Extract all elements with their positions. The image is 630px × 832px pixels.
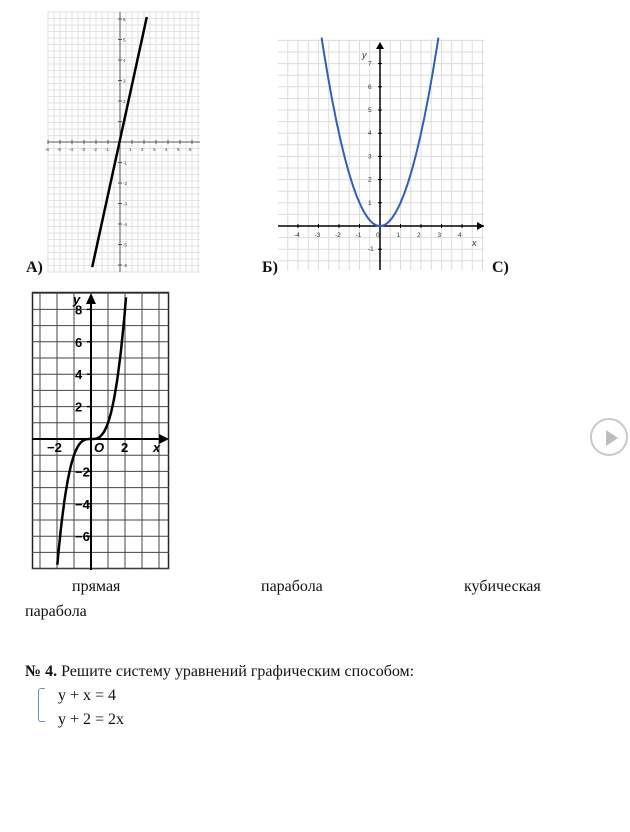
x-tick-label: 4 (458, 232, 462, 239)
y-tick-label: 7 (368, 60, 372, 68)
x-tick-label: -4 (294, 232, 300, 239)
y-axis-label: y (362, 50, 367, 60)
x-tick-label: 3 (437, 232, 442, 239)
task-text: Решите систему уравнений графическим способом: (61, 663, 415, 680)
x-tick-label: 0 (376, 232, 380, 239)
task-4 (25, 663, 414, 681)
graph-parabola (278, 40, 488, 270)
label-c: С) (492, 259, 509, 276)
y-axis-arrow (376, 42, 384, 49)
grid (32, 292, 169, 569)
y-axis-label: y (73, 292, 81, 307)
x-tick-label: 2 (417, 232, 421, 239)
y-tick-label: -6 (123, 263, 128, 268)
y-tick-label: 4 (123, 58, 126, 63)
y-tick-label: −2 (75, 464, 90, 480)
y-tick-label: -2 (123, 181, 128, 186)
y-tick-label: 3 (368, 153, 372, 161)
y-tick-label: 6 (368, 83, 372, 91)
y-tick-label: 5 (368, 107, 372, 114)
x-tick-label: -4 (69, 147, 74, 152)
y-tick-label: 1 (123, 119, 126, 125)
y-tick-label: 6 (75, 334, 83, 350)
y-tick-label: −4 (75, 496, 90, 512)
y-tick-label: −6 (75, 529, 90, 545)
task-number: № 4. (25, 663, 58, 680)
x-tick-label: -6 (45, 147, 50, 152)
label-a: А) (26, 259, 43, 276)
y-tick-label: 1 (368, 199, 372, 207)
y-tick-label: 4 (368, 130, 372, 138)
next-arrow-button[interactable] (590, 418, 628, 456)
x-tick-label: -5 (57, 147, 62, 152)
equation-1: y + x = 4 (58, 687, 117, 704)
y-tick-label: 3 (123, 78, 126, 84)
x-tick-label: 1 (129, 147, 132, 152)
x-tick-label: -2 (93, 147, 98, 152)
x-tick-label: −2 (47, 440, 62, 455)
x-tick-label: 4 (165, 147, 168, 152)
caption-cubic-continued: парабола (25, 603, 87, 620)
graph-line (45, 12, 204, 272)
y-tick-label: -4 (123, 222, 128, 227)
y-tick-label: -3 (123, 201, 128, 207)
caption-cubic: кубическая (464, 578, 541, 595)
caption-line: прямая (72, 578, 121, 595)
y-tick-label: -1 (123, 160, 128, 166)
x-tick-label: 6 (189, 147, 192, 152)
y-tick-label: 2 (368, 176, 372, 184)
x-axis-label: x (472, 238, 477, 248)
y-axis-arrow (86, 293, 96, 304)
x-axis-arrow (159, 434, 169, 444)
x-tick-label: -3 (314, 232, 321, 239)
y-tick-label: 2 (123, 99, 126, 104)
x-tick-label: 2 (121, 440, 129, 455)
y-tick-label: 8 (75, 302, 83, 318)
y-tick-label: 4 (75, 367, 83, 383)
x-tick-label: -2 (335, 232, 341, 239)
y-tick-label: 5 (123, 37, 126, 43)
system-brace (38, 688, 45, 722)
graph-cubic (32, 292, 170, 570)
x-tick-label: 2 (141, 147, 144, 152)
x-axis-label: x (153, 440, 161, 455)
y-tick-label: -1 (368, 246, 374, 254)
y-tick-label: -5 (123, 242, 128, 248)
x-tick-label: 1 (396, 232, 401, 239)
x-tick-label: -3 (81, 147, 86, 152)
caption-parabola: парабола (261, 578, 323, 595)
x-tick-label: 3 (153, 147, 156, 152)
grid (278, 40, 484, 270)
y-tick-label: 2 (75, 399, 83, 415)
label-b: Б) (262, 259, 278, 276)
y-tick-label: 6 (123, 17, 126, 22)
equation-2: y + 2 = 2x (58, 711, 125, 728)
frame (33, 293, 169, 569)
x-tick-label: -1 (105, 147, 110, 152)
x-tick-label: -1 (355, 232, 362, 239)
x-tick-label: 5 (177, 147, 180, 152)
x-tick-label: O (94, 440, 105, 455)
